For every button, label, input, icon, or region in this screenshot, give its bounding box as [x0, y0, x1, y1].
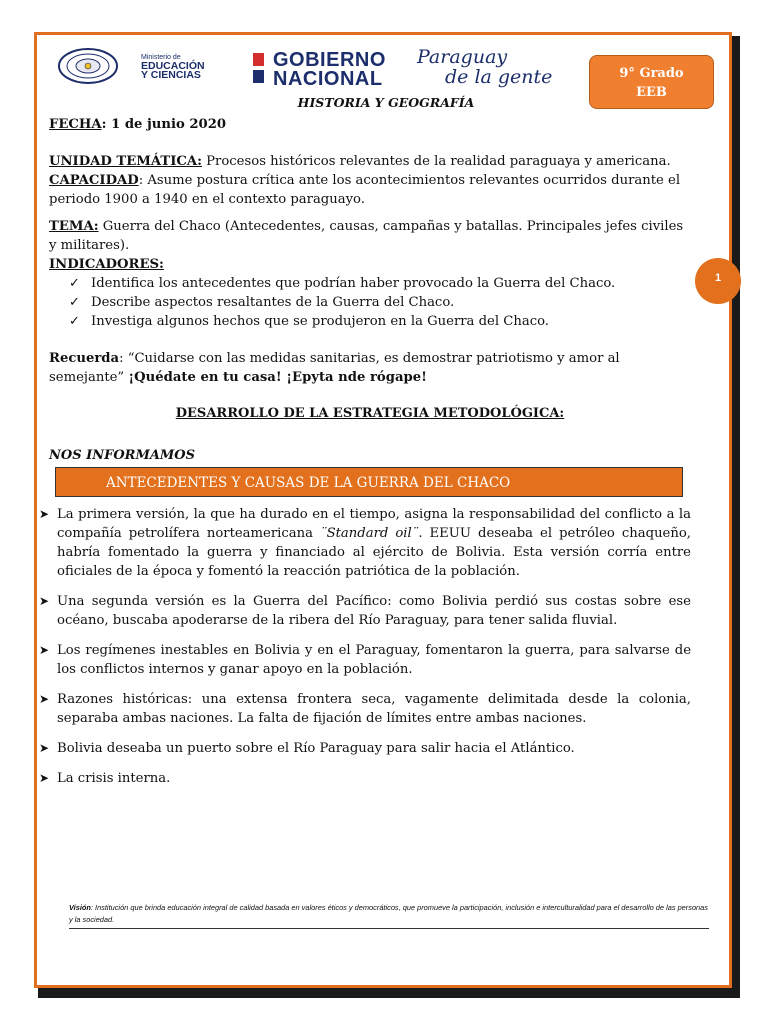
- ministry-logo: [141, 53, 205, 80]
- flag-icon: [253, 53, 264, 83]
- indicadores-label: INDICADORES:: [49, 257, 164, 272]
- content: [39, 115, 691, 799]
- bullet-text: Los regímenes inestables en Bolivia y en el Paraguay, fomentaron la guerra, para salvarse de los conflictos internos y ganar apoyo en la población.: [57, 643, 691, 677]
- vision-text: : Institución que brinda educación integral de calidad basada en valores éticos y democráticos, que promueve la participación, inclusión e interculturalidad para el desarrollo de las personas y la sociedad.: [69, 903, 708, 924]
- ministry-line2: Y CIENCIAS: [141, 69, 201, 81]
- gobierno-line2: NACIONAL: [273, 68, 383, 90]
- gobierno-line1: GOBIERNO: [273, 49, 386, 71]
- ministry-small-text: Ministerio de: [141, 54, 181, 61]
- arrow-bullet-icon: ➤: [39, 594, 50, 608]
- unidad-text: Procesos históricos relevantes de la realidad paraguaya y americana.: [201, 154, 671, 169]
- tema-label: TEMA:: [49, 219, 99, 234]
- list-item: [69, 312, 691, 331]
- unidad-line: [49, 152, 691, 171]
- vision-footer: [69, 902, 709, 929]
- check-icon: ✓: [69, 295, 81, 310]
- gobierno-logo: [273, 51, 386, 89]
- tema-text: Guerra del Chaco (Antecedentes, causas, campañas y batallas. Principales jefes civiles y militares).: [49, 219, 684, 253]
- list-item: [39, 505, 691, 581]
- document-page: [34, 32, 732, 988]
- indicadores-heading: [49, 255, 691, 274]
- list-item: [39, 739, 691, 758]
- indicador-text: Investiga algunos hechos que se produjeron en la Guerra del Chaco.: [91, 314, 550, 329]
- indicador-text: Identifica los antecedentes que podrían haber provocado la Guerra del Chaco.: [91, 276, 616, 291]
- unidad-label: UNIDAD TEMÁTICA:: [49, 154, 202, 169]
- vision-label: Visión: [69, 903, 91, 912]
- list-item: [69, 274, 691, 293]
- grade-line2: EEB: [636, 85, 667, 100]
- subject-title: HISTORIA Y GEOGRAFÍA: [297, 95, 475, 110]
- national-seal-icon: [57, 47, 119, 85]
- ministry-line1: EDUCACIÓN: [141, 60, 205, 72]
- list-item: [39, 592, 691, 630]
- slogan-line2: de la gente: [445, 66, 553, 88]
- capacidad-label: CAPACIDAD: [49, 173, 139, 188]
- indicador-text: Describe aspectos resaltantes de la Guerra del Chaco.: [91, 295, 455, 310]
- bullet-text-post: . EEUU deseaba el petróleo chaqueño, habría fomentado la guerra y financiado al ejército de Bolivia. Esta versión corría entre oficiales de la época y fomentó la reacción patriótica de la población.: [57, 526, 691, 579]
- arrow-bullet-icon: ➤: [39, 692, 50, 706]
- list-item: [69, 293, 691, 312]
- arrow-bullet-icon: ➤: [39, 507, 50, 521]
- list-item: [39, 690, 691, 728]
- capacidad-text: : Asume postura crítica ante los acontecimientos relevantes ocurridos durante el periodo 1900 a 1940 en el contexto paraguayo.: [49, 173, 681, 207]
- list-item: [39, 641, 691, 679]
- bullet-text: Bolivia deseaba un puerto sobre el Río Paraguay para salir hacia el Atlántico.: [57, 741, 575, 756]
- recuerda-text: : “Cuidarse con las medidas sanitarias, es demostrar patriotismo y amor al semejante”: [49, 351, 620, 385]
- recuerda-bold: ¡Quédate en tu casa! ¡Epyta nde rógape!: [128, 370, 427, 385]
- capacidad-line: [49, 171, 691, 209]
- arrow-bullet-icon: ➤: [39, 771, 50, 785]
- page-number-badge: 1: [695, 258, 741, 304]
- arrow-bullet-icon: ➤: [39, 643, 50, 657]
- slogan-logo: [417, 47, 552, 87]
- bullet-text: Una segunda versión es la Guerra del Pacífico: como Bolivia perdió sus costas sobre ese océano, buscaba apoderarse de la ribera del Río Paraguay, para tener salida fluvial.: [57, 594, 691, 628]
- recuerda-label: Recuerda: [49, 351, 120, 366]
- bullet-italic: ¨Standard oil¨: [320, 526, 419, 541]
- grade-line1: 9° Grado: [619, 66, 684, 81]
- nos-informamos: NOS INFORMAMOS: [49, 448, 196, 463]
- recuerda-line: [49, 349, 691, 387]
- tema-line: [49, 217, 691, 255]
- check-icon: ✓: [69, 276, 81, 291]
- fecha-label: FECHA: [49, 117, 102, 132]
- bullet-text: La primera versión, la que ha durado en el tiempo, asigna la responsabilidad del conflicto a la compañía petrolífera norteamericana: [57, 507, 691, 541]
- list-item: [39, 769, 691, 788]
- slogan-line1: Paraguay: [417, 46, 508, 68]
- arrow-bullet-icon: ➤: [39, 741, 50, 755]
- fecha-line: [49, 115, 691, 134]
- desarrollo-title: DESARROLLO DE LA ESTRATEGIA METODOLÓGICA:: [175, 406, 565, 421]
- bullet-text: La crisis interna.: [57, 771, 171, 786]
- section-bar: ANTECEDENTES Y CAUSAS DE LA GUERRA DEL CHACO: [55, 467, 683, 497]
- fecha-value: : 1 de junio 2020: [101, 117, 227, 132]
- indicadores-list: [49, 274, 691, 331]
- check-icon: ✓: [69, 314, 81, 329]
- bullet-text: Razones históricas: una extensa frontera seca, vagamente delimitada desde la colonia, separaba ambas naciones. La falta de fijación de límites entre ambas naciones.: [57, 692, 691, 726]
- causes-list: [39, 505, 691, 788]
